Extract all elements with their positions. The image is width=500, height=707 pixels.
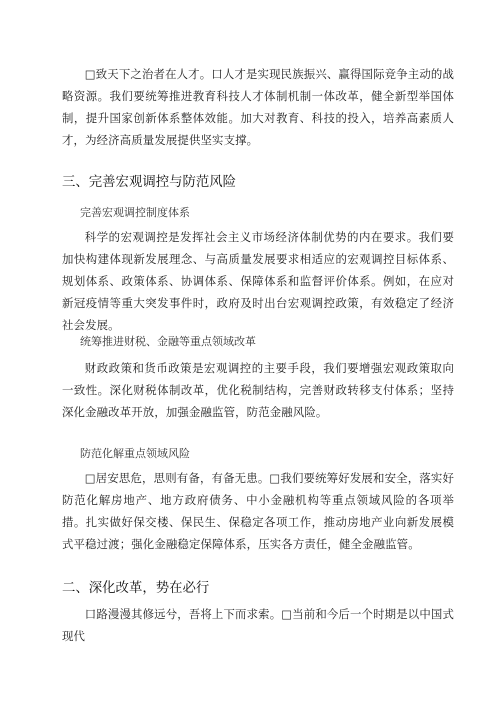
paragraph-fiscal-financial: 财政政策和货币政策是宏观调控的主要手段，我们要增强宏观政策取向一致性。深化财税体制改革，优化税制结构，完善财政转移支付体系；坚持深化金融改革开放，加强金融监管，防范金融风险。: [62, 361, 454, 419]
section-heading-deepen-reform: 二、深化改革，势在必行: [62, 581, 210, 596]
paragraph-talent: □致天下之治者在人才。口人才是实现民族振兴、赢得国际竞争主动的战略资源。我们要统筹推进教育科技人才体制机制一体改革，健全新型举国体制，提升国家创新体系整体效能。加大对教育、科技的投入，培养高素质人才，为经济高质量发展提供坚实支撑。: [62, 67, 454, 147]
subheading-risk-prevention: 防范化解重点领域风险: [80, 447, 190, 460]
paragraph-risk-prevention: □居安思危，思则有备，有备无患。□我们要统筹好发展和安全，落实好防范化解房地产、地方政府债务、中小金融机构等重点领域风险的各项举措。扎实做好保交楼、保民生、保稳定各项工作，推动房地产业向新发展模式平稳过渡；强化金融稳定保障体系，压实各方责任，健全金融监管。: [62, 471, 454, 551]
paragraph-deepen-reform: 口路漫漫其修远兮，吾将上下而求索。□当前和今后一个时期是以中国式现代: [62, 607, 454, 643]
subheading-fiscal-financial-reform: 统筹推进财税、金融等重点领域改革: [80, 335, 256, 348]
section-heading-macro-control: 三、完善宏观调控与防范风险: [62, 175, 237, 190]
paragraph-macro-control: 科学的宏观调控是发挥社会主义市场经济体制优势的内在要求。我们要加快构建体现新发展理念、与高质量发展要求相适应的宏观调控目标体系、规划体系、政策体系、协调体系、保障体系和监督评价体系。例如，在应对新冠疫情等重大突发事件时，政府及时出台宏观调控政策，有效稳定了经济社会发展。: [62, 230, 454, 332]
subheading-macro-control-system: 完善宏观调控制度体系: [80, 206, 190, 219]
